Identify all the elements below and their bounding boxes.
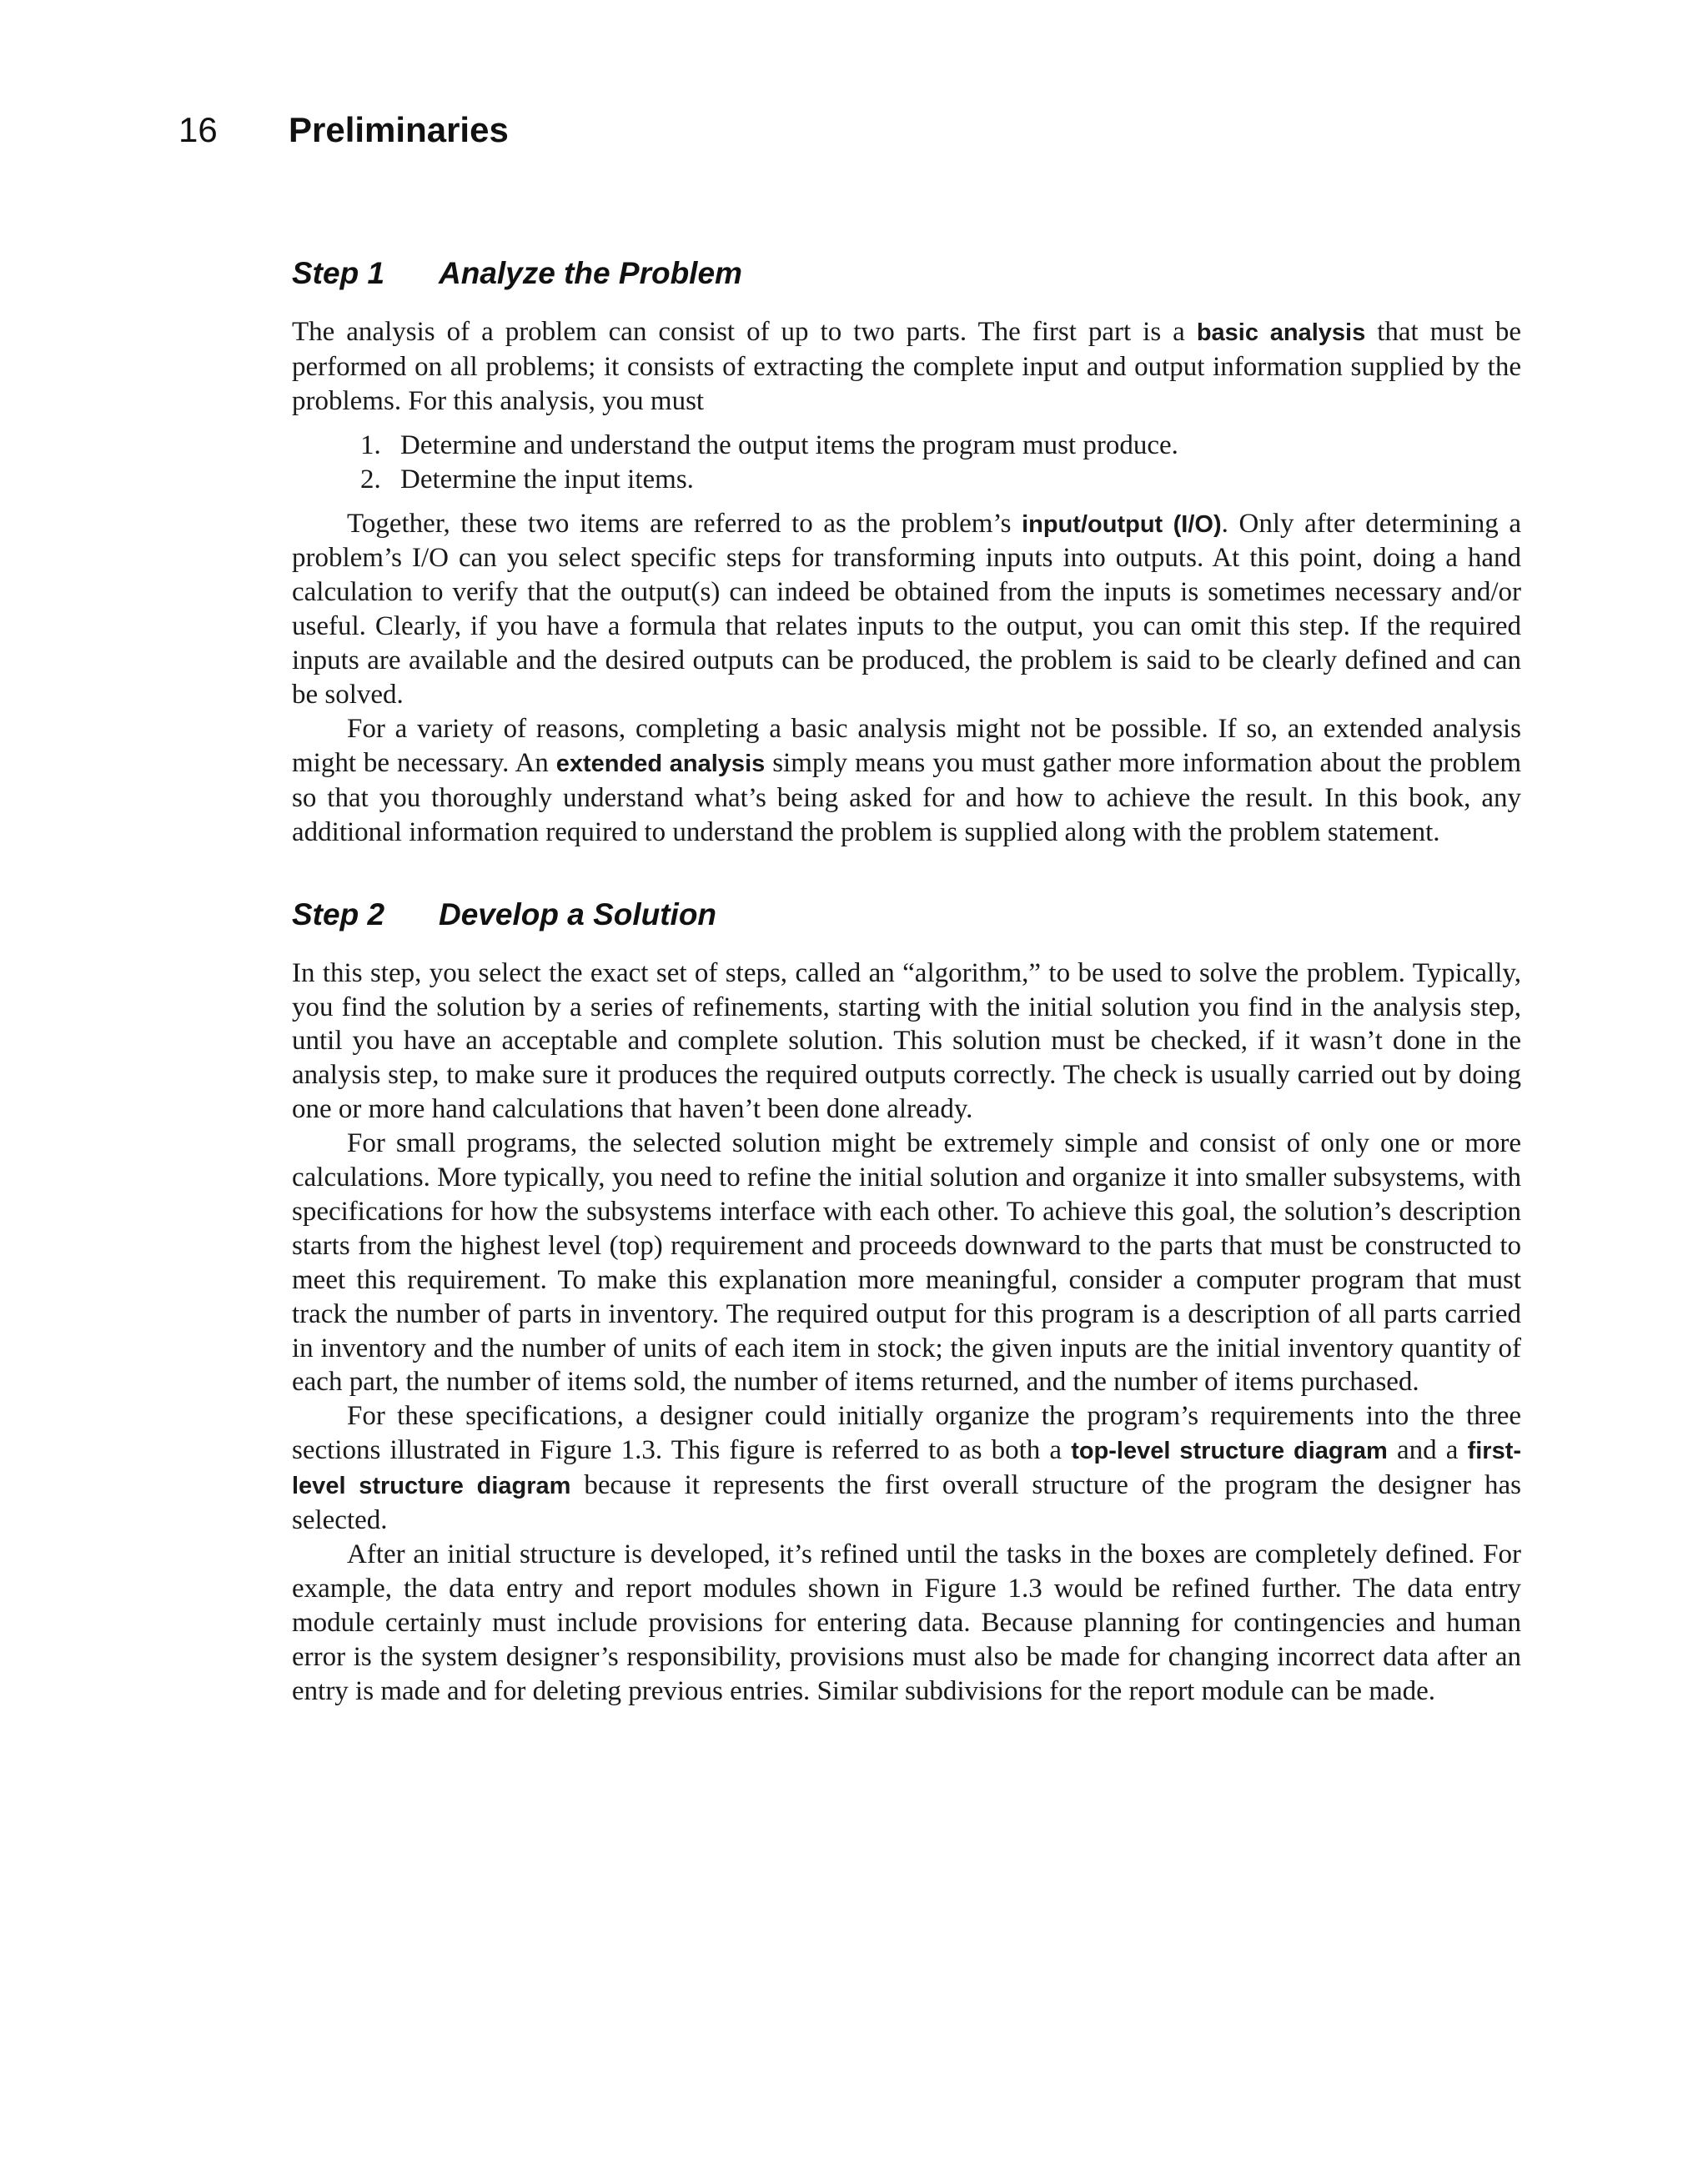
keyword-input-output: input/output (I/O) [1022,510,1222,538]
keyword-top-level-structure-diagram: top-level structure diagram [1071,1438,1388,1465]
text-run: that must be performed on all problems; it consists of extracting the complete input and output information supplied by the problems. For this analysis, you must [292,317,1521,416]
step1-label: Step 1 [292,256,385,290]
text-run: Together, these two items are referred to as the problem’s [347,508,1022,539]
text-run: The analysis of a problem can consist of up to two parts. The first part is a [292,317,1197,347]
step2-paragraph-2: For small programs, the selected solution might be extremely simple and consist of only one or more calculations. More typically, you need to refine the initial solution and organize it into smaller subsystems, with specifications for how the subsystems interface with each other. To achieve this goal, the solution’s description starts from the highest level (top) requirement and proceeds downward to the parts that must be constructed to meet this requirement. To make this explanation more meaningful, consider a computer program that must track the number of parts in inventory. The required output for this program is a description of all parts carried in inventory and the number of units of each item in stock; the given inputs are the initial inventory quantity of each part, the number of items sold, the number of items returned, and the number of items purchased. [292,1128,1521,1398]
step1-paragraph-2 [292,507,1521,712]
list-item [292,463,1521,497]
step1-paragraph-3 [292,712,1521,850]
list-item-number: 1. [360,429,381,460]
keyword-extended-analysis: extended analysis [555,750,766,777]
keyword-basic-analysis: basic analysis [1196,319,1366,346]
step1-title: Analyze the Problem [439,256,742,290]
text-run: and a [1387,1435,1468,1466]
step1-list [292,429,1521,497]
text-run: For a variety of reasons, completing a basic analysis might not be possible. If so, an extended analysis might be necessary. An [292,713,1521,778]
step2-paragraph-1: In this step, you select the exact set of steps, called an “algorithm,” to be used to solve the problem. Typically, you find the solution by a series of refinements, starting with the initial solution you find in the analysis step, until you have an acceptable and complete solution. This solution must be checked, if it wasn’t done in the analysis step, to make sure it produces the required outputs correctly. The check is usually carried out by doing one or more hand calculations that haven’t been done already. [292,957,1521,1125]
running-title: Preliminaries [289,110,509,149]
keyword-first-level-structure-diagram: first-level structure diagram [292,1438,1522,1500]
page-number: 16 [178,110,218,149]
step1-paragraph-1 [292,315,1521,419]
page-body [292,250,1521,1709]
step2-label: Step 2 [292,896,385,931]
step2-paragraph-4: After an initial structure is developed, it’s refined until the tasks in the boxes are completely defined. For example, the data entry and report modules shown in Figure 1.3 would be refined further. The data entry module certainly must include provisions for entering data. Because planning for contingencies and human error is the system designer’s responsibility, provisions must also be made for changing incorrect data after an entry is made and for deleting previous entries. Similar subdivisions for the report module can be made. [292,1539,1521,1706]
list-item-text: Determine and understand the output items the program must produce. [400,429,1178,460]
step2-heading [292,891,1521,938]
list-item [292,429,1521,463]
text-run: because it represents the first overall structure of the program the designer has selected. [292,1470,1521,1536]
text-run: . Only after determining a problem’s I/O can you select specific steps for transforming inputs into outputs. At this point, doing a hand calculation to verify that the output(s) can indeed be obtained from the inputs is sometimes necessary and/or useful. Clearly, if you have a formula that relates inputs to the output, you can omit this step. If the required inputs are available and the desired outputs can be produced, the problem is said to be clearly defined and can be solved. [292,508,1522,710]
list-item-text: Determine the input items. [400,464,694,495]
text-run: simply means you must gather more information about the problem so that you thoroughly understand what’s being asked for and how to achieve the result. In this book, any additional information required to understand the problem is supplied along with the problem statement. [292,747,1521,847]
step1-heading [292,250,1521,297]
list-item-number: 2. [360,464,381,495]
step2-title: Develop a Solution [439,896,717,931]
step2-paragraph-3 [292,1399,1521,1538]
text-run: For these specifications, a designer could initially organize the program’s requirements into the three sections illustrated in Figure 1.3. This figure is referred to as both a [292,1401,1521,1466]
